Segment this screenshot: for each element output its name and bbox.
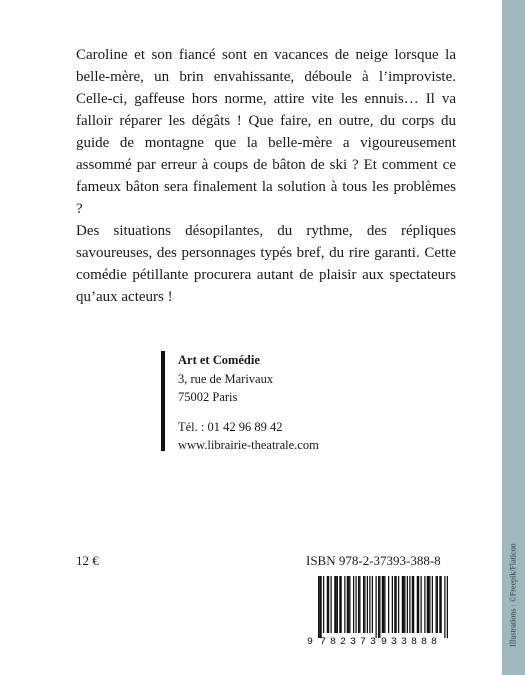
publisher-name: Art et Comédie [178,353,260,367]
blurb-paragraph-1: Caroline et son fiancé sont en vacances de neige lorsque la belle-mère, un brin envahissante, déboule à l’improviste. Celle-ci, gaffeuse hors norme, attire vite les ennuis… Il va falloir réparer les dégâts ! Que faire, en outre, du corps du guide de montagne que la belle-mère a vigoureusement assommé par erreur à coups de bâton de ski ? Et comment ce fameux bâton sera finalement la solution à tous les problèmes ? [76,47,456,217]
barcode-bar [407,576,408,633]
barcode-digits-right: 933888 [381,637,437,646]
barcode-bar [341,576,342,633]
barcode-bar [318,576,319,638]
barcode-bar [356,576,357,633]
barcode-bar [363,576,364,633]
publisher-address-line-1: 3, rue de Marivaux [178,371,274,386]
barcode-bar [378,576,379,638]
barcode-bar [409,576,410,633]
barcode-bar [404,576,405,633]
back-cover-blurb [76,44,456,308]
barcode-bar [327,576,328,633]
barcode-bar [437,576,438,633]
barcode-bar [364,576,365,633]
publisher-address-line-2: 75002 Paris [178,390,238,404]
barcode-bar [372,576,373,633]
barcode-bar [384,576,385,633]
barcode-bar [382,576,383,633]
barcode-graphic [306,574,448,646]
credit-text: Illustrations : ©Freepik/Flaticon [508,543,518,647]
barcode-digit-lead: 9 [307,637,314,646]
barcode-bar [337,576,338,633]
barcode-bar [402,576,403,633]
barcode-bar [347,576,348,633]
barcode-bar [353,576,354,633]
barcode-bar [447,576,448,638]
barcode-bar [358,576,359,633]
barcode-bar [403,576,404,633]
barcode-bar [429,576,430,633]
barcode-bar [413,576,414,633]
barcode-bar [388,576,389,633]
barcode-bar [394,576,395,633]
barcode-bar [392,576,393,633]
barcode-bar [398,576,399,633]
barcode-bar [348,576,349,633]
barcode-bar [328,576,329,633]
barcode-bar [417,576,418,633]
barcode-bar [436,576,437,633]
barcode-bar [383,576,384,633]
barcode-bar [444,576,445,638]
barcode-bar [396,576,397,633]
barcode-bar [331,576,332,633]
barcode-bar [441,576,442,633]
barcode [306,574,448,646]
barcode-bar [428,576,429,633]
barcode-bar [421,576,422,633]
publisher-block [161,351,319,451]
barcode-bar [367,576,368,633]
illustration-credit [503,540,523,650]
barcode-bar [376,576,377,638]
barcode-bar [334,576,335,633]
price: 12 € [76,553,99,568]
barcode-bar [344,576,345,633]
barcode-bar [412,576,413,633]
barcode-bar [424,576,425,633]
isbn: ISBN 978-2-37393-388-8 [306,553,441,568]
publisher-website: www.librairie-theatrale.com [178,438,319,452]
barcode-bar [432,576,433,633]
barcode-bar [379,576,380,638]
barcode-bar [359,576,360,633]
blurb-paragraph-2: Des situations désopilantes, du rythme, des répliques savoureuses, des personnages typés bref, du rire garanti. Cette comédie pétillante procurera autant de plaisir aux spectateurs qu’aux acteurs ! [76,223,456,305]
barcode-bar [439,576,440,633]
barcode-bar [418,576,419,633]
barcode-bar [349,576,350,633]
barcode-bar [336,576,337,633]
barcode-bar [321,576,322,638]
publisher-phone: Tél. : 01 42 96 89 42 [178,419,283,434]
barcode-digits-left: 782373 [320,637,376,646]
barcode-bar [323,576,324,633]
barcode-bar [319,576,320,638]
barcode-bar [369,576,370,633]
barcode-bar [427,576,428,633]
barcode-bar [339,576,340,633]
